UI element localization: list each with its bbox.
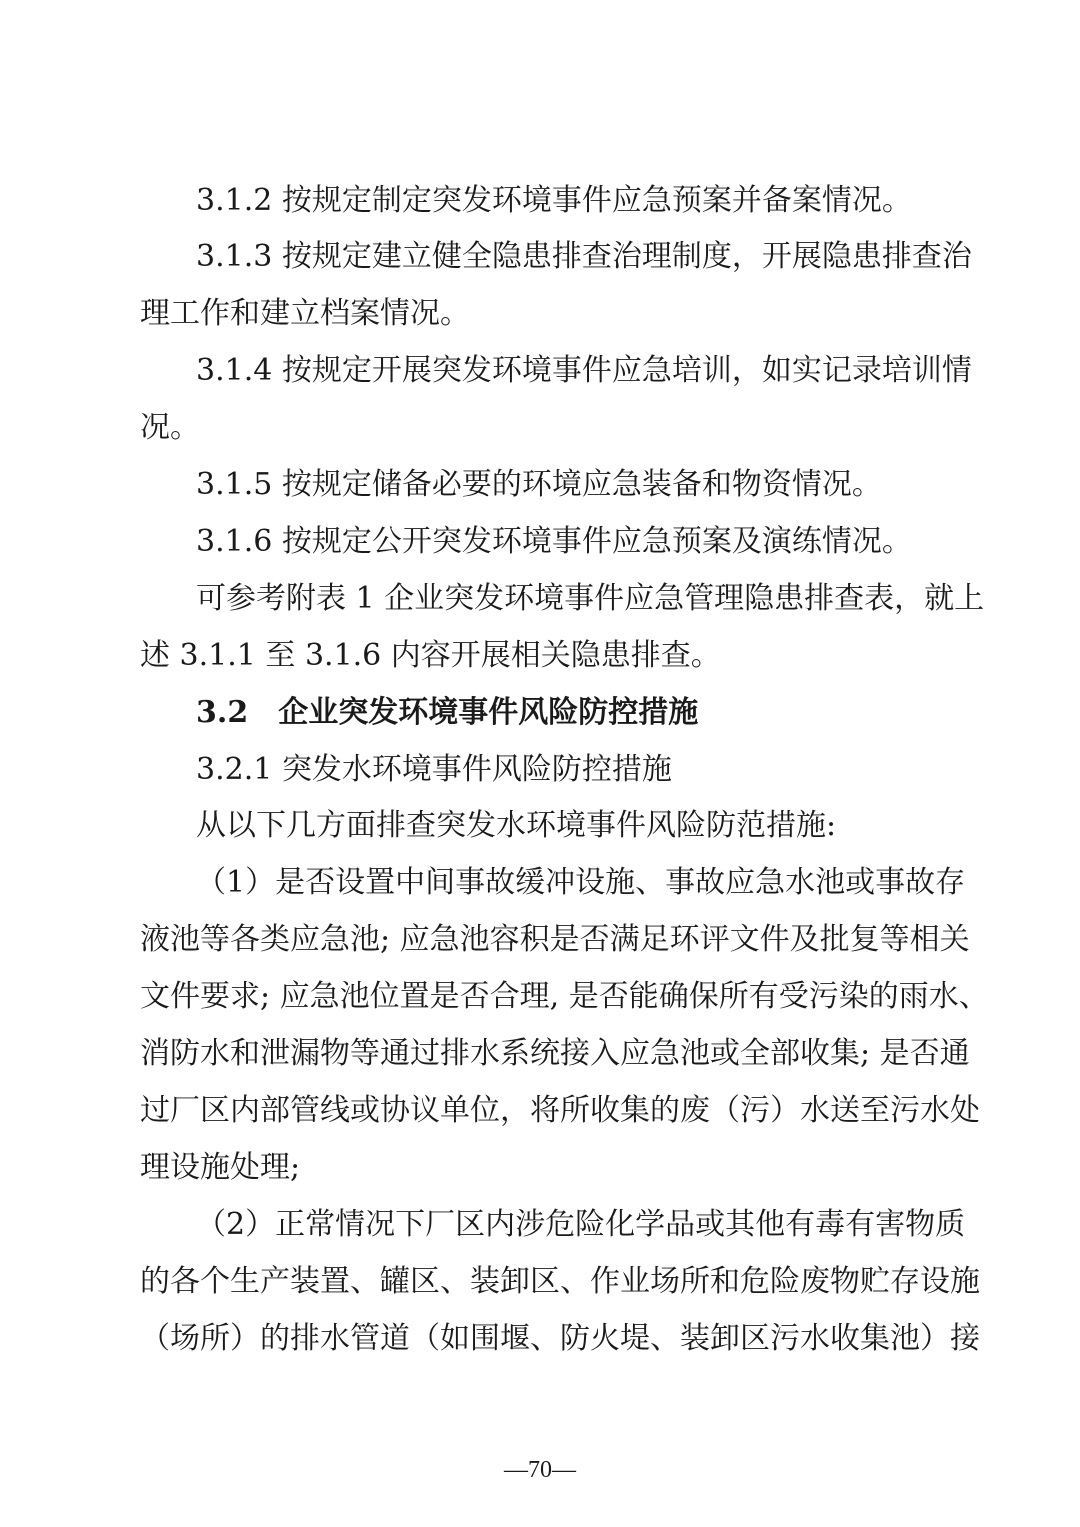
text-line-item-1-f: 理设施处理;	[140, 1150, 301, 1185]
text-line-item-1-e: 过厂区内部管线或协议单位，将所收集的废（污）水送至污水处	[140, 1093, 980, 1128]
text-line-item-2-c: （场所）的排水管道（如围堰、防火堤、装卸区污水收集池）接	[140, 1321, 980, 1356]
text-line-3-1-4-end: 况。	[140, 410, 200, 445]
page-number: —70—	[504, 1457, 576, 1483]
text-line-intro: 从以下几方面排查突发水环境事件风险防范措施:	[196, 808, 837, 843]
text-line-item-2-b: 的各个生产装置、罐区、装卸区、作业场所和危险废物贮存设施	[140, 1264, 980, 1299]
text-line-item-2-a: （2）正常情况下厂区内涉危险化学品或其他有毒有害物质	[196, 1207, 966, 1242]
text-line-item-1-d: 消防水和泄漏物等通过排水系统接入应急池或全部收集; 是否通	[140, 1036, 970, 1071]
text-line-3-1-5: 3.1.5 按规定储备必要的环境应急装备和物资情况。	[196, 467, 882, 502]
text-line-item-1-a: （1）是否设置中间事故缓冲设施、事故应急水池或事故存	[196, 865, 966, 900]
text-line-3-1-2: 3.1.2 按规定制定突发环境事件应急预案并备案情况。	[196, 183, 912, 218]
text-line-item-1-c: 文件要求; 应急池位置是否合理, 是否能确保所有受污染的雨水、	[140, 979, 989, 1014]
text-line-3-1-3-start: 3.1.3 按规定建立健全隐患排查治理制度，开展隐患排查治	[196, 239, 972, 274]
text-line-3-1-3-end: 理工作和建立档案情况。	[140, 296, 470, 331]
text-line-reference-end: 述 3.1.1 至 3.1.6 内容开展相关隐患排查。	[140, 638, 721, 673]
text-line-reference-start: 可参考附表 1 企业突发环境事件应急管理隐患排查表，就上	[196, 581, 985, 616]
text-line-3-1-6: 3.1.6 按规定公开突发环境事件应急预案及演练情况。	[196, 524, 912, 559]
subsection-heading-3-2-1: 3.2.1 突发水环境事件风险防控措施	[196, 752, 672, 787]
text-line-item-1-b: 液池等各类应急池; 应急池容积是否满足环评文件及批复等相关	[140, 922, 970, 957]
section-heading-3-2: 3.2 企业突发环境事件风险防控措施	[196, 695, 699, 730]
text-line-3-1-4-start: 3.1.4 按规定开展突发环境事件应急培训，如实记录培训情	[196, 353, 972, 388]
